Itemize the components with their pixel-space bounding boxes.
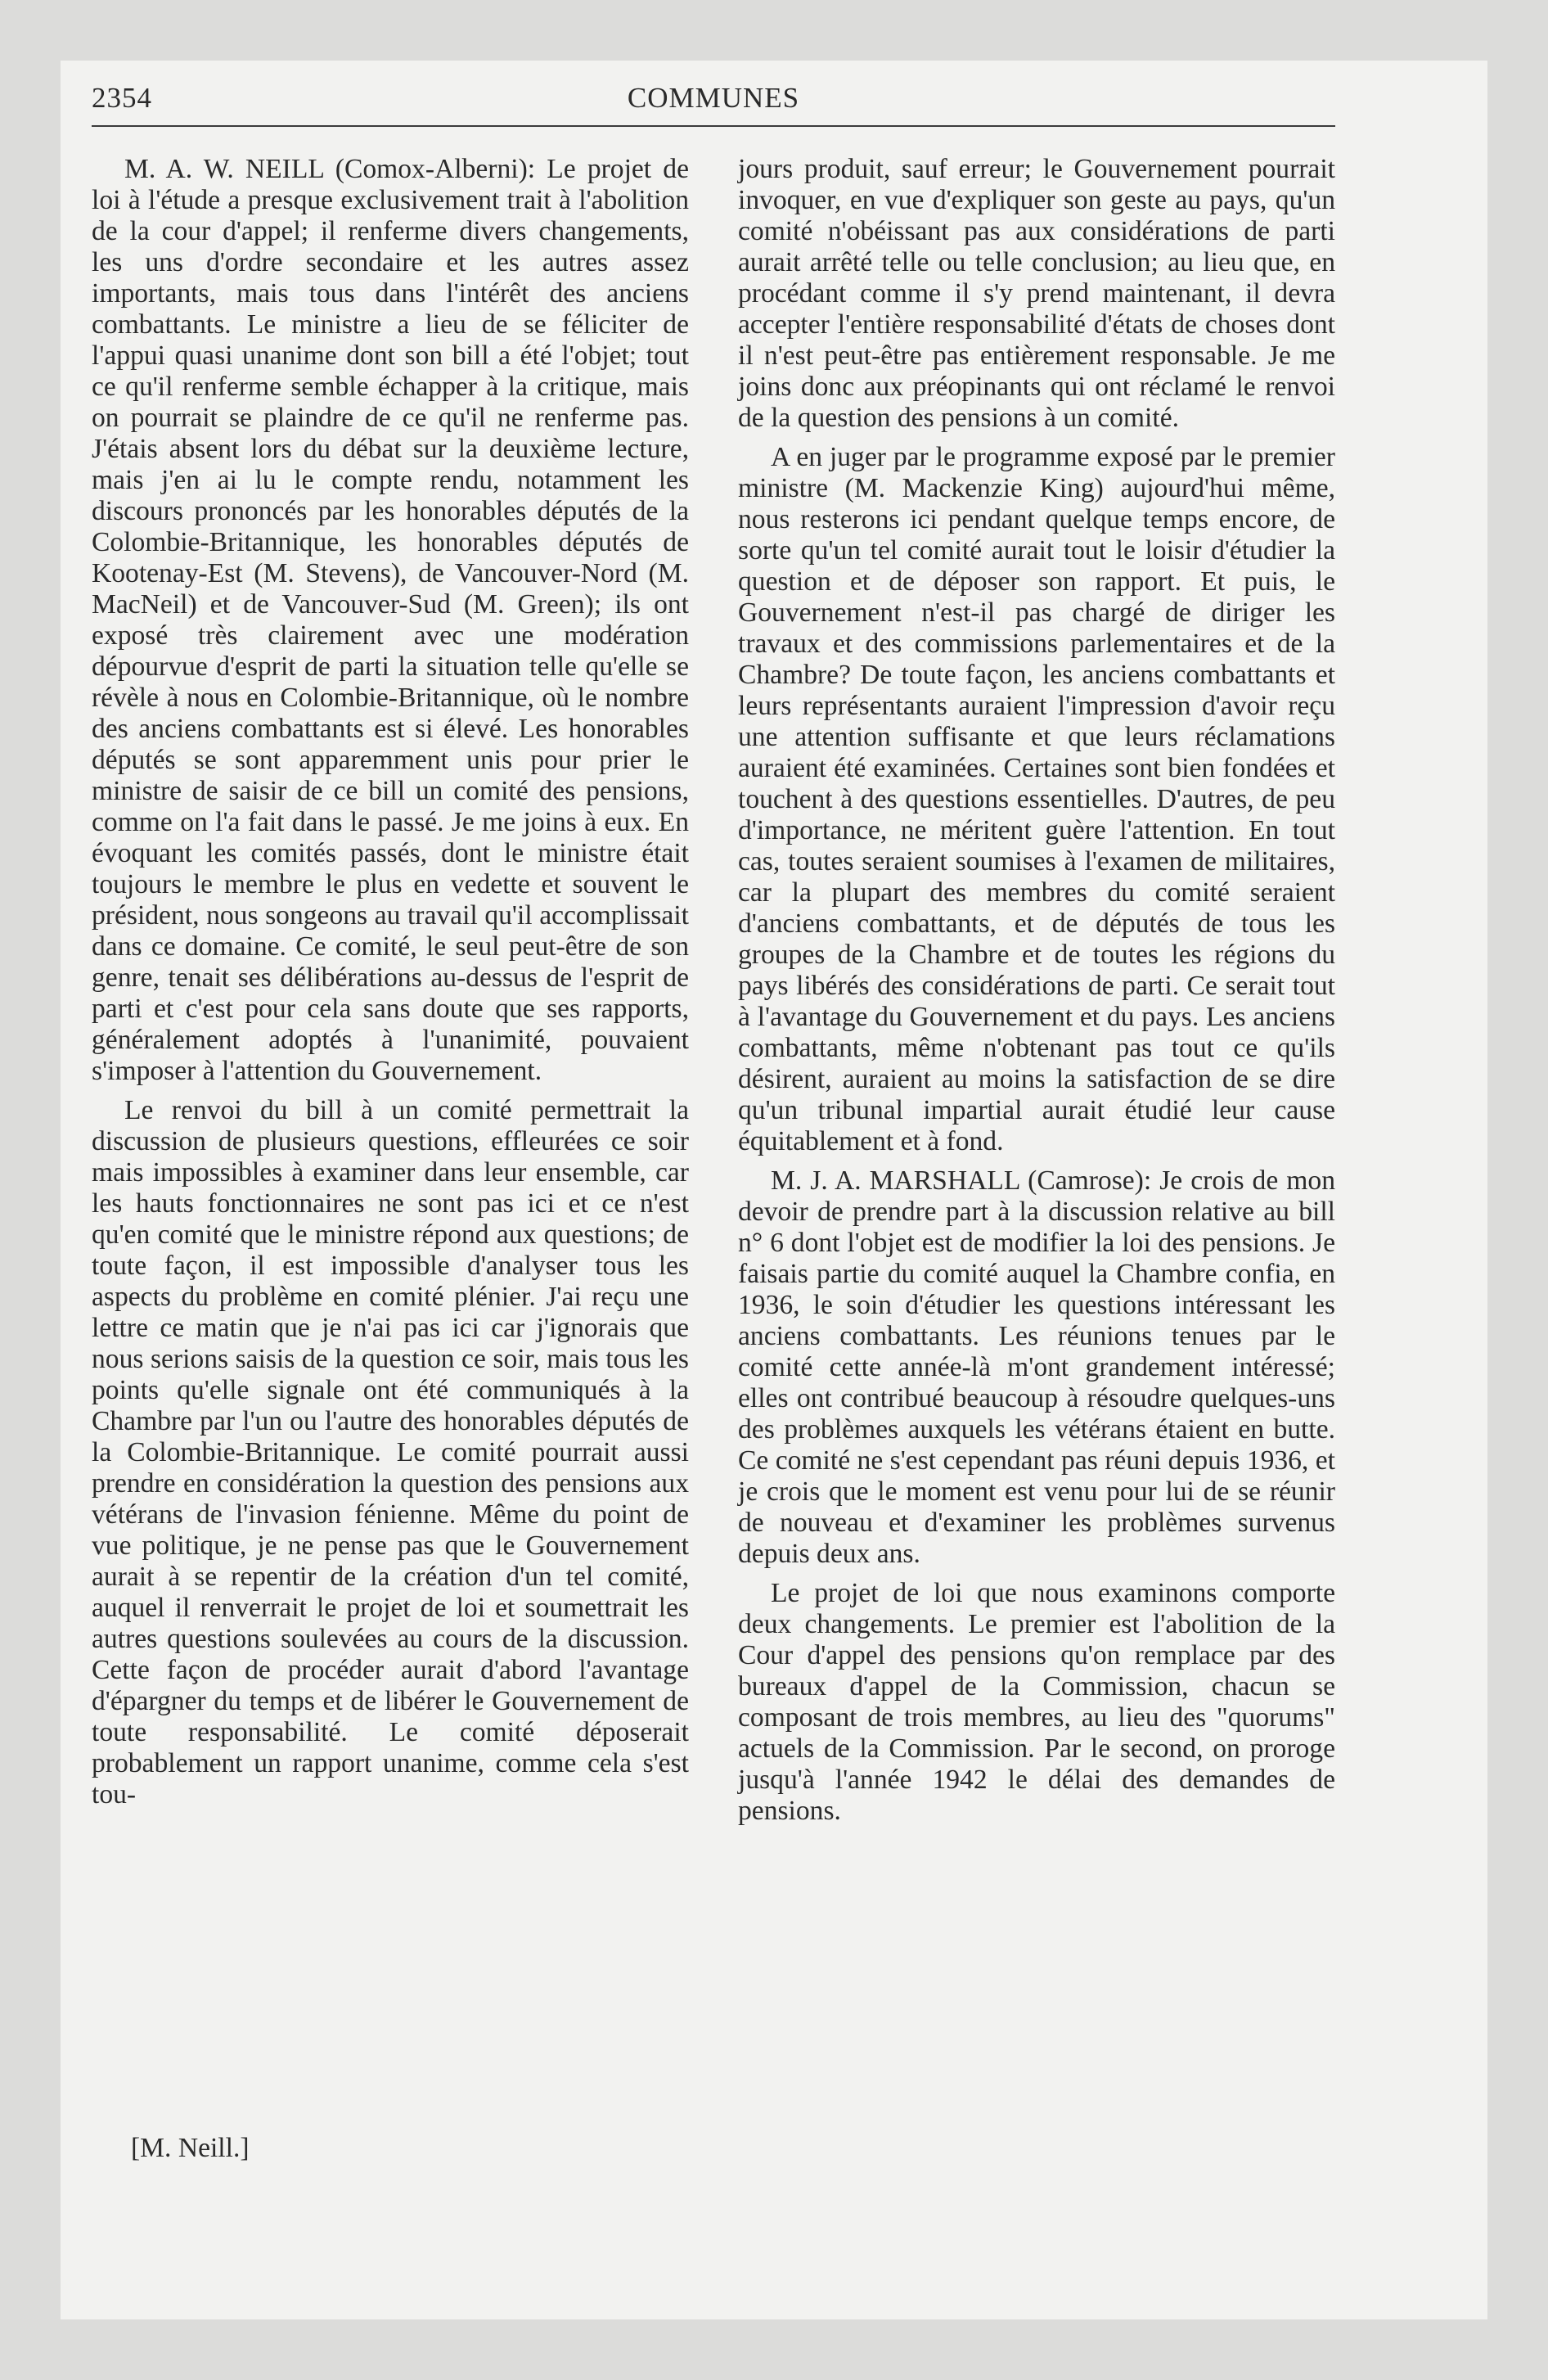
- paragraph-committee-referral: Le renvoi du bill à un comité permettrait la discussion de plusieurs questions, effleurées ce soir mais impossibles à examiner dans leur ensemble, car les hauts fonctionnaires ne sont pas ici et ce n'est qu'en comité que le ministre répond aux questions; de toute façon, il est impossible d'analyser tous les aspects du problème en comité plénier. J'ai reçu une lettre ce matin que je n'ai pas ici car j'ignorais que nous serions saisis de la question ce soir, mais tous les points qu'elle signale ont été communiqués à la Chambre par l'un ou l'autre des honorables députés de la Colombie-Britannique. Le comité pourrait aussi prendre en considération la question des pensions aux vétérans de l'invasion fénienne. Même du point de vue politique, je ne pense pas que le Gouvernement aurait à se repentir de la création d'un tel comité, auquel il renverrait le projet de loi et soumettrait les autres questions soulevées au cours de la discussion. Cette façon de procéder aurait d'abord l'avantage d'épargner du temps et de libérer le Gouvernement de toute responsabilité. Le comité déposerait probablement un rapport unanime, comme cela s'est tou-: [92, 1095, 689, 1810]
- right-column: [738, 154, 1335, 1827]
- paragraph-bill-changes: Le projet de loi que nous examinons comporte deux changements. Le premier est l'abolition de la Cour d'appel des pensions qu'on remplace par des bureaux d'appel de la Commission, chacun se composant de trois membres, au lieu des "quorums" actuels de la Commission. Par le second, on proroge jusqu'à l'année 1942 le délai des demandes de pensions.: [738, 1578, 1335, 1826]
- running-head: [92, 82, 1335, 123]
- speaker-footer-tag: [M. Neill.]: [131, 2133, 250, 2163]
- paragraph-prime-minister-program: A en juger par le programme exposé par le premier ministre (M. Mackenzie King) aujourd'hui même, nous resterons ici pendant quelque temps encore, de sorte qu'un tel comité aurait tout le loisir d'étudier la question et de déposer son rapport. Et puis, le Gouvernement n'est-il pas chargé de diriger les travaux et des commissions parlementaires et de la Chambre? De toute façon, les anciens combattants et leurs représentants auraient l'impression d'avoir reçu une attention suffisante et que leurs réclamations auraient été examinées. Certaines sont bien fondées et touchent à des questions essentielles. D'autres, de peu d'importance, ne méritent guère l'attention. En tout cas, toutes seraient soumises à l'examen de militaires, car la plupart des membres du comité seraient d'anciens combattants, et de députés de tous les groupes de la Chambre et de toutes les régions du pays libérés des considérations de parti. Ce serait tout à l'avantage du Gouvernement et du pays. Les anciens combattants, même n'obtenant pas tout ce qu'ils désirent, auraient au moins la satisfaction de se dire qu'un tribunal impartial aurait étudié leur cause équitablement et à fond.: [738, 442, 1335, 1156]
- paragraph-continuation: jours produit, sauf erreur; le Gouvernement pourrait invoquer, en vue d'expliquer son geste au pays, qu'un comité n'obéissant pas aux considérations de parti aurait arrêté telle ou telle conclusion; au lieu que, en procédant comme il s'y prend maintenant, il devra accepter l'entière responsabilité d'états de choses dont il n'est peut-être pas entièrement responsable. Je me joins donc aux préopinants qui ont réclamé le renvoi de la question des pensions à un comité.: [738, 154, 1335, 433]
- left-column: [92, 154, 689, 1810]
- running-title: COMMUNES: [627, 82, 800, 114]
- paragraph-marshall-intro: M. J. A. MARSHALL (Camrose): Je crois de mon devoir de prendre part à la discussion relative au bill n° 6 dont l'objet est de modifier la loi des pensions. Je faisais partie du comité auquel la Chambre confia, en 1936, le soin d'étudier les questions intéressant les anciens combattants. Les réunions tenues par le comité cette année-là m'ont grandement intéressé; elles ont contribué beaucoup à résoudre quelques-uns des problèmes auxquels les vétérans étaient en butte. Ce comité ne s'est cependant pas réuni depuis 1936, et je crois que le moment est venu pour lui de se réunir de nouveau et d'examiner les problèmes survenus depuis deux ans.: [738, 1165, 1335, 1569]
- paragraph-neill-intro: M. A. W. NEILL (Comox-Alberni): Le projet de loi à l'étude a presque exclusivement trait à l'abolition de la cour d'appel; il renferme divers changements, les uns d'ordre secondaire et les autres assez importants, mais tous dans l'intérêt des anciens combattants. Le ministre a lieu de se féliciter de l'appui quasi unanime dont son bill a été l'objet; tout ce qu'il renferme semble échapper à la critique, mais on pourrait se plaindre de ce qu'il ne renferme pas. J'étais absent lors du débat sur la deuxième lecture, mais j'en ai lu le compte rendu, notamment les discours prononcés par les honorables députés de la Colombie-Britannique, les honorables députés de Kootenay-Est (M. Stevens), de Vancouver-Nord (M. MacNeil) et de Vancouver-Sud (M. Green); ils ont exposé très clairement avec une modération dépourvue d'esprit de parti la situation telle qu'elle se révèle à nous en Colombie-Britannique, où le nombre des anciens combattants est si élevé. Les honorables députés se sont apparemment unis pour prier le ministre de saisir de ce bill un comité des pensions, comme on l'a fait dans le passé. Je me joins à eux. En évoquant les comités passés, dont le ministre était toujours le membre le plus en vedette et souvent le président, nous songeons au travail qu'il accomplissait dans ce domaine. Ce comité, le seul peut-être de son genre, tenait ses délibérations au-dessus de l'esprit de parti et c'est pour cela sans doute que ses rapports, généralement adoptés à l'unanimité, pouvaient s'imposer à l'attention du Gouvernement.: [92, 154, 689, 1086]
- page-number: 2354: [92, 82, 152, 114]
- header-rule: [92, 125, 1335, 127]
